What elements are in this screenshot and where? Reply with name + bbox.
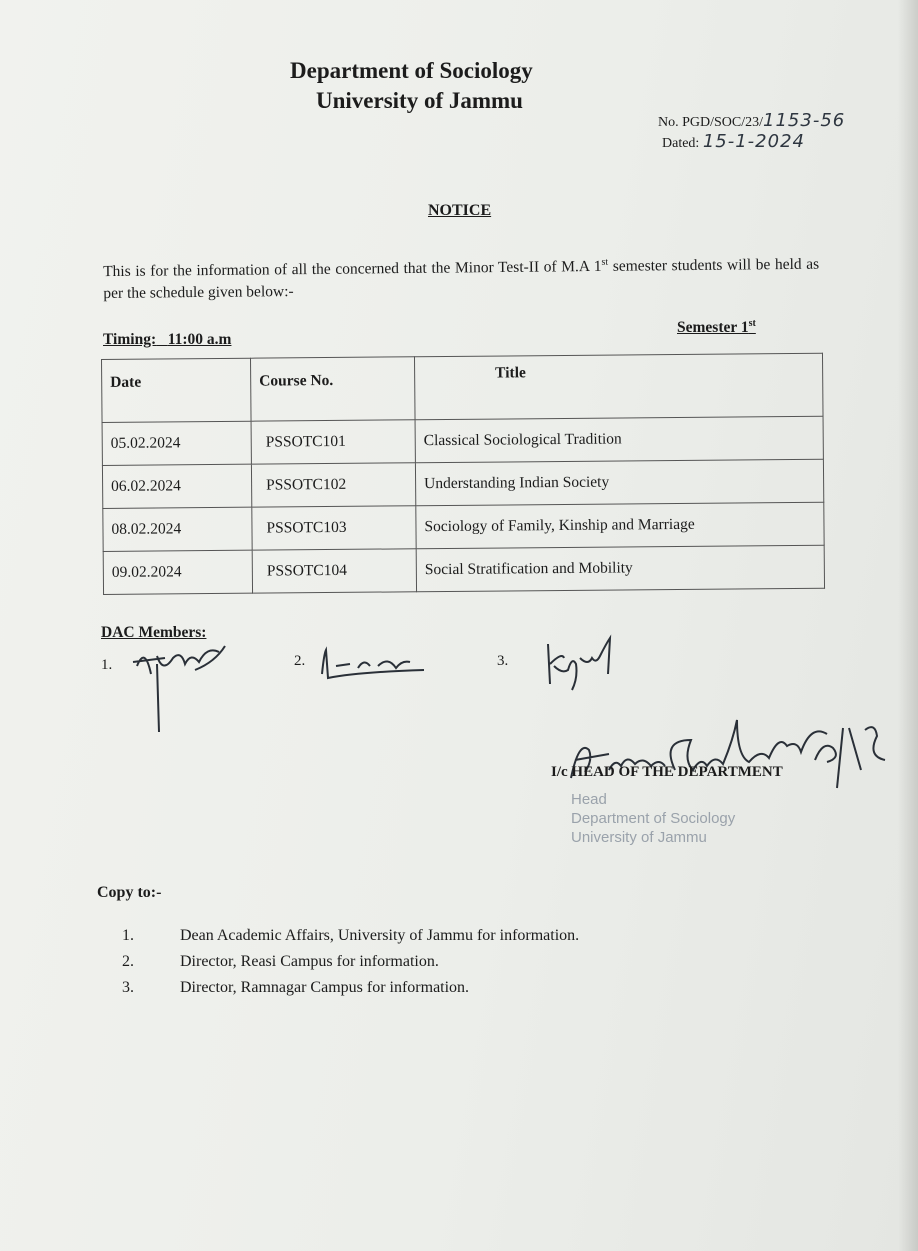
reference-prefix: No. PGD/SOC/23/ — [658, 115, 764, 130]
stamp-line: Department of Sociology — [571, 810, 736, 827]
dated-label: Dated: — [662, 136, 700, 151]
table-row — [103, 545, 824, 594]
timing — [103, 331, 231, 349]
list-item-text: Director, Ramnagar Campus for information. — [180, 979, 470, 996]
list-item-number: 3. — [122, 979, 134, 996]
cell-course: PSSOTC101 — [251, 420, 415, 464]
table-row — [103, 502, 824, 551]
list-item-number: 1. — [122, 927, 134, 944]
dac-signature-3 — [540, 634, 620, 694]
table-row — [102, 416, 823, 465]
dac-member-number: 2. — [294, 653, 306, 669]
list-item — [122, 979, 579, 1005]
dac-members-heading: DAC Members: — [101, 624, 207, 641]
cell-title: Classical Sociological Tradition — [415, 416, 823, 463]
list-item-text: Dean Academic Affairs, University of Jammu for information. — [180, 927, 580, 944]
dated-line — [662, 131, 805, 152]
copy-to-heading: Copy to:- — [97, 884, 162, 901]
table-row — [102, 459, 823, 508]
dac-member-number: 1. — [101, 657, 113, 673]
cell-course: PSSOTC104 — [252, 549, 416, 593]
cell-date: 09.02.2024 — [103, 550, 252, 594]
dac-member-number: 3. — [497, 653, 509, 669]
timing-value: 11:00 a.m — [167, 331, 232, 348]
semester-sup: st — [748, 318, 756, 329]
dac-signature-2 — [318, 644, 430, 684]
reference-handwritten: 1153-56 — [763, 110, 846, 131]
semester-label: Semester 1 — [677, 319, 749, 337]
cell-title: Sociology of Family, Kinship and Marriage — [416, 502, 824, 549]
dated-handwritten: 15-1-2024 — [702, 131, 805, 152]
list-item-number: 2. — [122, 953, 134, 970]
cell-course: PSSOTC102 — [251, 463, 415, 507]
paper-shadow — [898, 0, 918, 1251]
notice-title: NOTICE — [428, 202, 492, 219]
semester — [677, 318, 756, 337]
schedule-table — [101, 353, 825, 595]
copy-to-list — [122, 927, 579, 1005]
timing-label: Timing: — [103, 331, 157, 348]
header-date: Date — [102, 358, 252, 422]
intro-text-a: This is for the information of all the concerned that the Minor Test-II of M.A 1 — [103, 257, 602, 281]
department-stamp — [571, 790, 735, 847]
cell-date: 06.02.2024 — [102, 464, 251, 508]
intro-sup: st — [601, 256, 609, 268]
cell-date: 08.02.2024 — [103, 507, 252, 551]
stamp-line: University of Jammu — [571, 829, 707, 846]
cell-date: 05.02.2024 — [102, 421, 251, 465]
reference-number — [658, 110, 845, 131]
header-title: Title — [414, 353, 823, 420]
stamp-line: Head — [571, 791, 607, 808]
intro-text-b: semester students will be held as per the schedule given below:- — [103, 255, 820, 303]
table-header-row — [102, 353, 824, 422]
notice-intro — [103, 250, 819, 306]
list-item — [122, 953, 579, 979]
university-name: University of Jammu — [316, 88, 523, 113]
dac-signature-1 — [125, 636, 235, 736]
department-name: Department of Sociology — [290, 58, 533, 83]
cell-course: PSSOTC103 — [252, 506, 416, 550]
list-item — [122, 927, 579, 953]
hod-designation: I/c HEAD OF THE DEPARTMENT — [551, 764, 783, 780]
cell-title: Social Stratification and Mobility — [416, 545, 824, 592]
header-course: Course No. — [250, 357, 415, 421]
cell-title: Understanding Indian Society — [415, 459, 823, 506]
list-item-text: Director, Reasi Campus for information. — [180, 953, 439, 970]
